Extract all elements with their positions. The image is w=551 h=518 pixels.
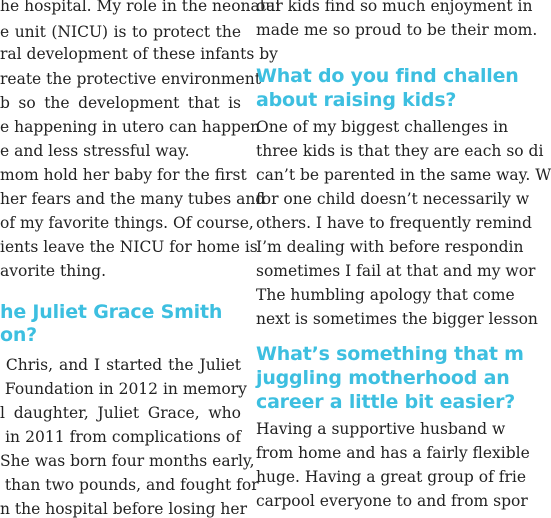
body-text-line: The humbling apology that come [256,286,515,304]
body-text-line: mom hold her baby for the first [0,166,247,184]
body-text-line: l daughter, Juliet Grace, who [0,404,241,422]
body-text-line: Having a supportive husband w [256,420,506,438]
body-text-line: sometimes I fail at that and my wor [256,262,536,280]
body-text-line: can’t be parented in the same way. W [256,166,551,184]
body-text-line: Foundation in 2012 in memory [0,380,247,398]
body-text-line: ral development of these infants by [0,45,278,63]
body-text-line: e happening in utero can happen [0,118,261,136]
body-text-line: e and less stressful way. [0,142,190,160]
body-text-line: She was born four months early, [0,452,255,470]
body-text-line: Chris, and I started the Juliet [0,356,241,374]
body-text-line: ients leave the NICU for home is [0,238,258,256]
body-text-line: our kids find so much enjoyment in [256,0,533,15]
body-text-line: made me so proud to be their mom. [256,21,538,39]
body-text-line: for one child doesn’t necessarily w [256,190,530,208]
body-text-line: avorite thing. [0,262,107,280]
body-text-line: b so the development that is [0,94,241,112]
body-text-line: One of my biggest challenges in [256,118,509,136]
body-text-line: n the hospital before losing her [0,500,247,518]
body-text-line: next is sometimes the bigger lesson [256,310,538,328]
section-heading: he Juliet Grace Smith [0,301,223,323]
section-heading: career a little bit easier? [256,391,516,413]
body-text-line: of my favorite things. Of course, [0,214,254,232]
right-column [256,0,551,512]
section-heading: juggling motherhood an [256,367,510,389]
section-heading: What do you find challen [256,65,519,87]
body-text-line: three kids is that they are each so di [256,142,544,160]
body-text-line: her fears and the many tubes and [0,190,266,208]
body-text-line: reate the protective environment [0,70,261,88]
body-text-line: huge. Having a great group of frie [256,468,527,486]
body-text-line: I’m dealing with before respondin [256,238,524,256]
body-text-line: in 2011 from complications of [0,428,241,446]
body-text-line: carpool everyone to and from spor [256,492,528,510]
section-heading: on? [0,324,38,346]
body-text-line: than two pounds, and fought for [0,476,259,494]
body-text-line: e unit (NICU) is to protect the [0,23,241,41]
body-text-line: he hospital. My role in the neonatal [0,0,281,15]
section-heading: What’s something that m [256,343,524,365]
body-text-line: from home and has a fairly flexible [256,444,530,462]
section-heading: about raising kids? [256,89,457,111]
body-text-line: others. I have to frequently remind [256,214,532,232]
